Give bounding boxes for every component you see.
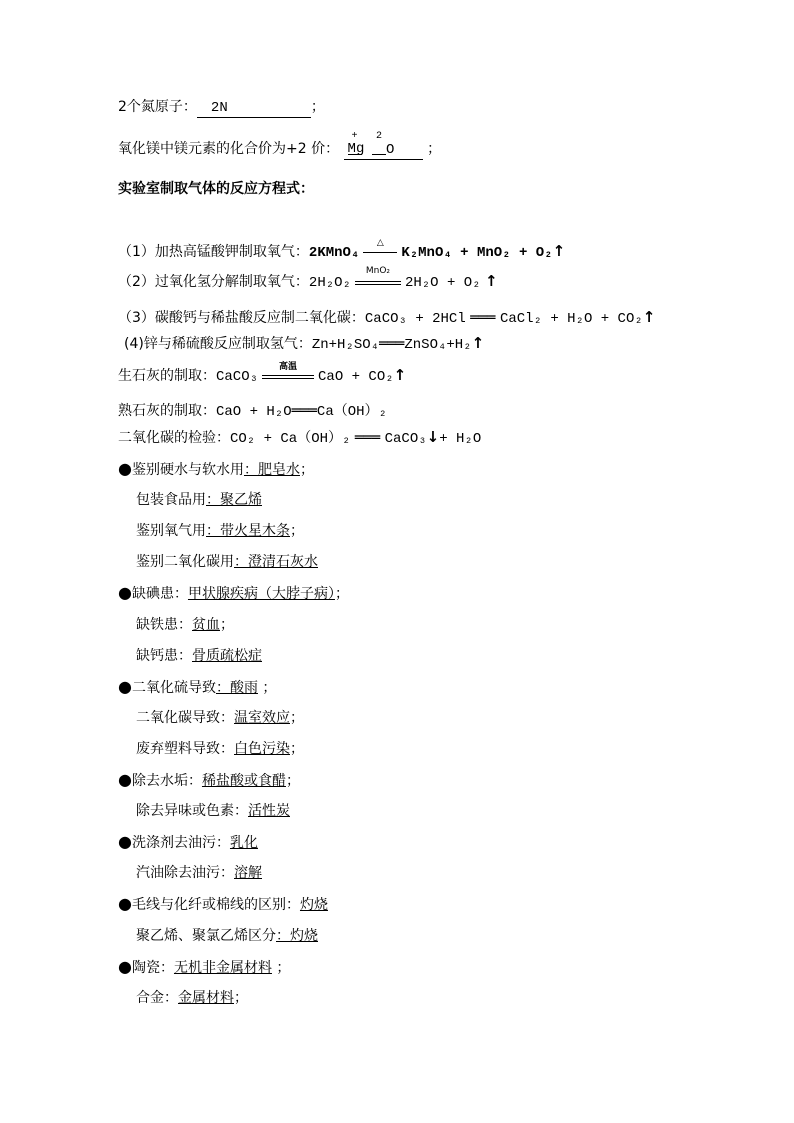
eq5-label: 生石灰的制取： — [118, 368, 216, 384]
eq5-lhs: CaCO₃ — [216, 369, 259, 385]
list-item-answer: ：聚乙烯 — [206, 492, 262, 508]
list-item-end: ； — [234, 990, 248, 1006]
eq5-rhs: CaO + CO₂ — [318, 369, 394, 385]
list-item-label: 缺钙患： — [136, 648, 192, 664]
list-item-end: ； — [334, 586, 349, 602]
list-item — [118, 460, 314, 479]
list-item-answer: 活性炭 — [248, 803, 290, 819]
eq1-condition — [363, 238, 397, 260]
list-item-end: ； — [271, 960, 291, 976]
list-item-label: 聚乙烯、聚氯乙烯区分 — [136, 928, 276, 944]
list-item-answer: ：澄清石灰水 — [234, 554, 318, 570]
list-item-end: ； — [290, 523, 304, 539]
list-item-answer: 溶解 — [234, 865, 262, 881]
eq1-condition-text: △ — [376, 238, 384, 248]
list-item — [118, 584, 349, 603]
line2-label: 氧化镁中镁元素的化合价为+2 价： — [118, 141, 340, 157]
list-item — [136, 522, 304, 540]
list-item-label: 陶瓷： — [131, 960, 174, 976]
list-item — [136, 989, 248, 1007]
equals-sign: ═══ — [354, 430, 381, 446]
list-item-label: 汽油除去油污： — [136, 865, 234, 881]
list-item — [118, 771, 300, 790]
list-item-label: 缺铁患： — [136, 617, 192, 633]
list-item — [118, 958, 290, 977]
bullet-icon: ● — [118, 770, 132, 789]
list-item — [136, 616, 234, 634]
list-item-answer: 温室效应 — [234, 710, 290, 726]
line2-end: ； — [427, 141, 442, 157]
list-item-label: 洗涤剂去油污： — [131, 835, 230, 851]
eq1-rhs: K₂MnO₄ + MnO₂ + O₂ — [401, 245, 553, 261]
eq3-lhs: CaCO₃ + 2HCl — [364, 311, 466, 327]
list-item-label: 除去水垢： — [131, 773, 202, 789]
eq1-lhs: 2KMnO₄ — [308, 245, 360, 261]
eq7-lhs: CO₂ + Ca（OH）₂ — [230, 431, 351, 447]
line1-end: ； — [310, 99, 325, 115]
list-item-label: 二氧化硫导致 — [131, 680, 216, 696]
o-symbol: O — [386, 142, 395, 158]
list-item — [136, 647, 262, 665]
equation-caco3-hcl — [118, 308, 655, 328]
o-valence — [372, 131, 386, 158]
list-item-end: ； — [290, 710, 304, 726]
list-item-label: 缺碘患： — [131, 586, 188, 602]
equation-slaked-lime — [118, 402, 387, 421]
equals-sign: ═══ — [379, 336, 405, 352]
eq3-rhs: CaCl₂ + H₂O + CO₂ — [499, 311, 643, 327]
eq4-lhs: Zn+H₂SO₄ — [311, 337, 380, 353]
eq2-lhs: 2H₂O₂ — [308, 275, 351, 291]
list-item-answer: 贫血 — [192, 617, 220, 633]
equals-sign: ═══ — [470, 310, 496, 326]
list-item-end: ； — [257, 680, 277, 696]
up-arrow-icon: ↑ — [485, 272, 498, 290]
equation-quicklime — [118, 362, 407, 386]
eq2-label: （2）过氧化氢分解制取氧气： — [118, 274, 309, 290]
eq2-condition-text: MnO₂ — [365, 266, 391, 276]
list-item-label: 二氧化碳导致： — [136, 710, 234, 726]
list-item-end: ； — [220, 617, 234, 633]
line-nitrogen-atoms — [118, 98, 325, 118]
list-item-label: 鉴别氧气用 — [136, 523, 206, 539]
list-item-answer: ：带火星木条 — [206, 523, 290, 539]
list-item-label: 除去异味或色素： — [136, 803, 248, 819]
list-item — [136, 864, 262, 882]
eq6-rhs: Ca（OH）₂ — [316, 404, 387, 420]
list-item-end: ； — [299, 462, 314, 478]
mg-symbol: Mg — [347, 141, 365, 157]
eq3-label: （3）碳酸钙与稀盐酸反应制二氧化碳： — [118, 310, 365, 326]
list-item-label: 鉴别硬水与软水用 — [131, 462, 244, 478]
eq7-rhs: CaCO₃ — [384, 431, 427, 447]
list-item-answer: 金属材料 — [178, 990, 234, 1006]
list-item-answer: ：肥皂水 — [243, 462, 300, 478]
list-item — [118, 895, 328, 914]
list-item-answer: 无机非金属材料 — [173, 960, 272, 976]
eq7-label: 二氧化碳的检验： — [118, 430, 230, 446]
list-item — [118, 678, 276, 697]
list-item-answer: 乳化 — [229, 835, 258, 851]
list-item-end: ； — [290, 741, 304, 757]
mg-valence — [347, 131, 365, 158]
list-item — [136, 802, 290, 820]
equation-kmno4 — [118, 238, 566, 262]
list-item-answer: 灼烧 — [299, 897, 328, 913]
eq5-condition — [262, 362, 314, 384]
equation-zn-h2so4 — [124, 334, 484, 354]
eq1-label: （1）加热高锰酸钾制取氧气： — [118, 244, 309, 260]
bullet-icon: ● — [118, 583, 132, 602]
down-arrow-icon: ↓ — [426, 428, 440, 446]
equals-sign: ═══ — [291, 403, 317, 419]
eq2-condition — [355, 266, 401, 290]
list-item-label: 合金： — [136, 990, 178, 1006]
list-item-label: 鉴别二氧化碳用 — [136, 554, 234, 570]
line2-answer — [344, 131, 423, 160]
list-item-label: 毛线与化纤或棉线的区别： — [131, 897, 300, 913]
list-item — [136, 709, 304, 727]
eq7-tail: + H₂O — [439, 431, 482, 447]
bullet-icon: ● — [118, 459, 132, 478]
o-valence-number: 2 — [375, 131, 382, 142]
list-item-end: ； — [285, 773, 300, 789]
list-item-answer: 白色污染 — [234, 741, 290, 757]
bullet-icon: ● — [118, 832, 132, 851]
line1-answer: 2N — [197, 99, 311, 118]
equation-co2-test — [118, 428, 481, 448]
list-item-label: 包装食品用 — [136, 492, 206, 508]
section-heading: 实验室制取气体的反应方程式： — [118, 181, 314, 197]
mg-valence-sign: + — [351, 131, 358, 142]
list-item-answer: ：酸雨 — [215, 680, 258, 696]
up-arrow-icon: ↑ — [471, 334, 485, 352]
up-arrow-icon: ↑ — [642, 308, 656, 326]
line-magnesium-valence — [118, 131, 442, 160]
list-item-label: 废弃塑料导致： — [136, 741, 234, 757]
list-item — [136, 927, 318, 945]
list-item — [136, 553, 318, 571]
list-item — [118, 833, 258, 852]
bullet-icon: ● — [118, 894, 132, 913]
list-item-answer: 甲状腺疾病（大脖子病） — [187, 586, 335, 602]
up-arrow-icon: ↑ — [552, 242, 566, 260]
eq6-label: 熟石灰的制取： — [118, 403, 216, 419]
eq2-rhs: 2H₂O + O₂ — [404, 275, 481, 291]
eq4-rhs: ZnSO₄+H₂ — [404, 337, 472, 353]
equation-h2o2 — [118, 266, 498, 292]
list-item-answer: 稀盐酸或食醋 — [201, 773, 286, 789]
list-item — [136, 491, 262, 509]
bullet-icon: ● — [118, 957, 132, 976]
line1-label: 2个氮原子： — [118, 99, 197, 115]
eq4-label: (4)锌与稀硫酸反应制取氢气： — [124, 336, 312, 352]
list-item-answer: 骨质疏松症 — [192, 648, 262, 664]
eq6-lhs: CaO + H₂O — [216, 404, 292, 420]
eq5-condition-text: 高温 — [279, 362, 298, 372]
list-item-answer: ：灼烧 — [276, 928, 318, 944]
list-item — [136, 740, 304, 758]
bullet-icon: ● — [118, 677, 132, 696]
up-arrow-icon: ↑ — [393, 366, 407, 384]
